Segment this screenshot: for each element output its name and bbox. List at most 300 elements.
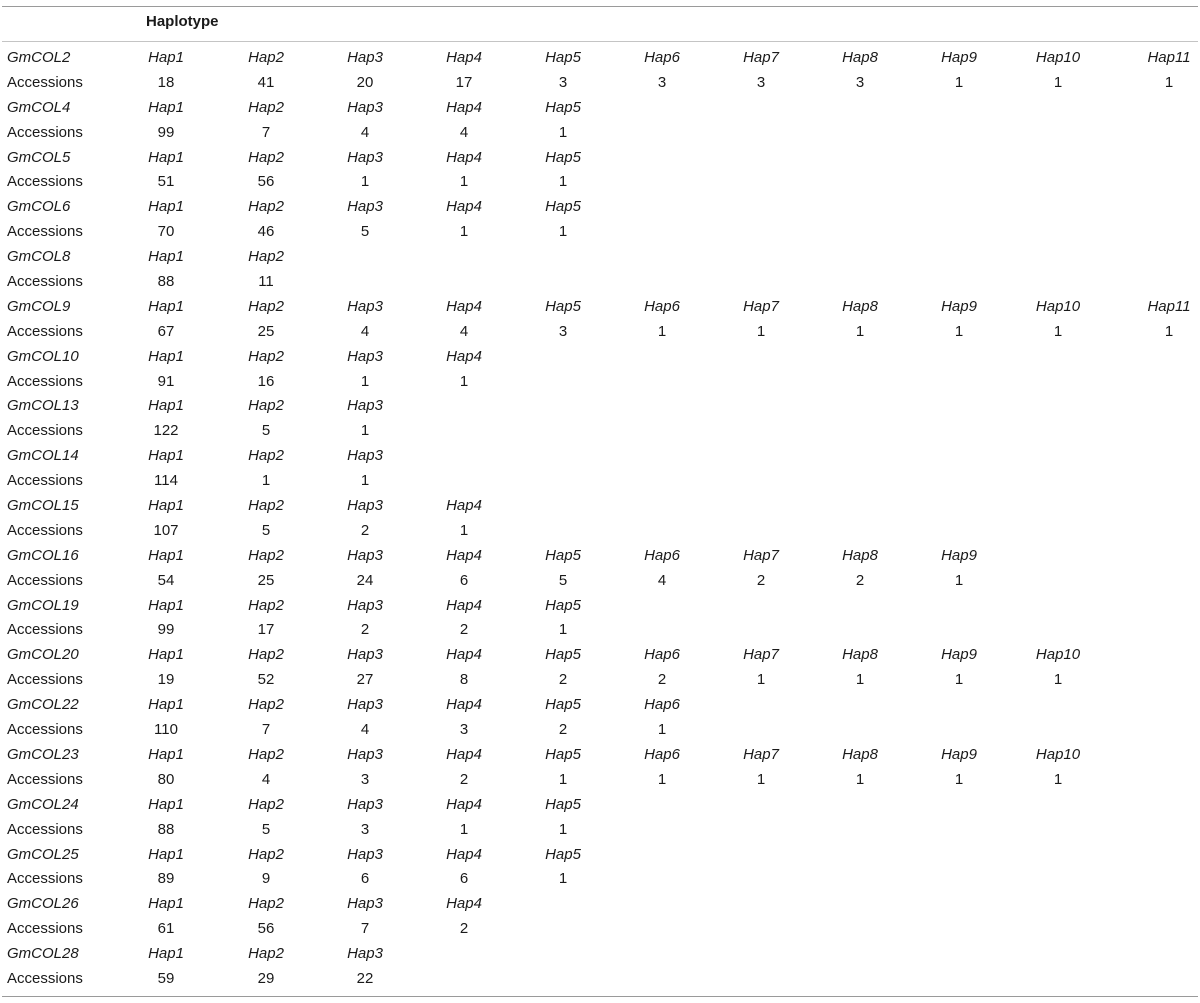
accessions-label: Accessions — [7, 372, 83, 390]
accessions-row — [2, 867, 1198, 892]
accessions-row — [2, 320, 1198, 345]
accessions-row — [2, 370, 1198, 395]
haplotype-cell: Hap6 — [644, 696, 680, 714]
accessions-label: Accessions — [7, 223, 83, 241]
haplotype-cell: Hap3 — [347, 397, 383, 415]
gene-row — [2, 195, 1198, 220]
accession-count-cell: 1 — [459, 521, 469, 539]
haplotype-cell: Hap1 — [148, 248, 184, 266]
accession-count-cell: 1 — [558, 173, 568, 191]
accession-count-cell: 61 — [157, 920, 175, 938]
haplotype-cell: Hap3 — [347, 895, 383, 913]
haplotype-cell: Hap4 — [446, 98, 482, 116]
haplotype-cell: Hap6 — [644, 49, 680, 66]
haplotype-cell: Hap3 — [347, 696, 383, 714]
accession-count-cell: 3 — [558, 73, 568, 91]
accession-count-cell: 2 — [558, 721, 568, 739]
gene-name: GmCOL4 — [7, 98, 71, 116]
accession-count-cell: 7 — [360, 920, 370, 938]
accession-count-cell: 1 — [459, 820, 469, 838]
gene-name: GmCOL28 — [7, 945, 79, 963]
gene-row — [2, 693, 1198, 718]
accession-count-cell: 1 — [558, 820, 568, 838]
accession-count-cell: 1 — [360, 422, 370, 440]
haplotype-cell: Hap10 — [1035, 297, 1081, 315]
gene-row — [2, 295, 1198, 320]
accessions-row — [2, 569, 1198, 594]
haplotype-cell: Hap2 — [248, 198, 284, 216]
haplotype-cell: Hap3 — [347, 845, 383, 863]
accessions-label: Accessions — [7, 721, 83, 739]
accessions-label: Accessions — [7, 173, 83, 191]
accessions-row — [2, 668, 1198, 693]
haplotype-cell: Hap9 — [941, 49, 977, 66]
gene-name: GmCOL22 — [7, 696, 79, 714]
accession-count-cell: 41 — [257, 73, 275, 91]
haplotype-cell: Hap2 — [248, 945, 284, 963]
accession-count-cell: 1 — [459, 173, 469, 191]
gene-name: GmCOL5 — [7, 148, 71, 166]
haplotype-cell: Hap3 — [347, 98, 383, 116]
gene-row — [2, 793, 1198, 818]
gene-name: GmCOL14 — [7, 447, 79, 465]
accession-count-cell: 1 — [360, 372, 370, 390]
gene-row — [2, 544, 1198, 569]
accession-count-cell: 2 — [657, 671, 667, 689]
haplotype-cell: Hap8 — [842, 546, 878, 564]
haplotype-cell: Hap1 — [148, 497, 184, 515]
gene-name: GmCOL8 — [7, 248, 71, 266]
accession-count-cell: 4 — [459, 322, 469, 340]
accession-count-cell: 5 — [261, 820, 271, 838]
gene-name: GmCOL9 — [7, 297, 71, 315]
accessions-row — [2, 718, 1198, 743]
accession-count-cell: 16 — [257, 372, 275, 390]
haplotype-cell: Hap1 — [148, 945, 184, 963]
haplotype-cell: Hap5 — [545, 546, 581, 564]
haplotype-cell: Hap4 — [446, 646, 482, 664]
accessions-row — [2, 768, 1198, 793]
accession-count-cell: 1 — [459, 372, 469, 390]
accession-count-cell: 1 — [756, 671, 766, 689]
accession-count-cell: 3 — [756, 73, 766, 91]
accessions-label: Accessions — [7, 322, 83, 340]
accessions-label: Accessions — [7, 870, 83, 888]
haplotype-cell: Hap2 — [248, 347, 284, 365]
accession-count-cell: 5 — [360, 223, 370, 241]
haplotype-cell: Hap3 — [347, 646, 383, 664]
gene-row — [2, 743, 1198, 768]
haplotype-cell: Hap5 — [545, 596, 581, 614]
accession-count-cell: 5 — [558, 571, 568, 589]
haplotype-cell: Hap8 — [842, 49, 878, 66]
haplotype-cell: Hap2 — [248, 696, 284, 714]
haplotype-cell: Hap11 — [1147, 297, 1191, 315]
accession-count-cell: 1 — [954, 770, 964, 788]
gene-row — [2, 245, 1198, 270]
accession-count-cell: 2 — [756, 571, 766, 589]
haplotype-cell: Hap3 — [347, 945, 383, 963]
haplotype-cell: Hap1 — [148, 347, 184, 365]
accession-count-cell: 1 — [558, 870, 568, 888]
accession-count-cell: 56 — [257, 173, 275, 191]
accessions-label: Accessions — [7, 73, 83, 91]
haplotype-cell: Hap1 — [148, 98, 184, 116]
haplotype-cell: Hap2 — [248, 795, 284, 813]
haplotype-cell: Hap8 — [842, 646, 878, 664]
accession-count-cell: 1 — [954, 571, 964, 589]
haplotype-cell: Hap4 — [446, 696, 482, 714]
haplotype-cell: Hap2 — [248, 745, 284, 763]
haplotype-cell: Hap9 — [941, 745, 977, 763]
accession-count-cell: 1 — [558, 223, 568, 241]
haplotype-cell: Hap4 — [446, 895, 482, 913]
accession-count-cell: 4 — [657, 571, 667, 589]
accessions-label: Accessions — [7, 472, 83, 490]
haplotype-cell: Hap1 — [148, 49, 184, 66]
accession-count-cell: 9 — [261, 870, 271, 888]
accessions-label: Accessions — [7, 969, 83, 987]
haplotype-cell: Hap1 — [148, 198, 184, 216]
haplotype-cell: Hap7 — [743, 646, 779, 664]
haplotype-cell: Hap2 — [248, 397, 284, 415]
haplotype-cell: Hap1 — [148, 745, 184, 763]
accession-count-cell: 1 — [756, 770, 766, 788]
haplotype-cell: Hap7 — [743, 297, 779, 315]
haplotype-cell: Hap5 — [545, 845, 581, 863]
accession-count-cell: 1 — [756, 322, 766, 340]
gene-name: GmCOL20 — [7, 646, 79, 664]
accession-count-cell: 67 — [157, 322, 175, 340]
haplotype-cell: Hap11 — [1147, 49, 1191, 66]
haplotype-cell: Hap3 — [347, 447, 383, 465]
accession-count-cell: 17 — [257, 621, 275, 639]
haplotype-cell: Hap1 — [148, 546, 184, 564]
haplotype-cell: Hap6 — [644, 546, 680, 564]
haplotype-cell: Hap5 — [545, 745, 581, 763]
haplotype-cell: Hap3 — [347, 497, 383, 515]
gene-row — [2, 643, 1198, 668]
accession-count-cell: 7 — [261, 721, 271, 739]
accession-count-cell: 1 — [1053, 73, 1063, 91]
haplotype-cell: Hap4 — [446, 745, 482, 763]
accession-count-cell: 1 — [855, 322, 865, 340]
accession-count-cell: 3 — [360, 770, 370, 788]
haplotype-cell: Hap8 — [842, 297, 878, 315]
haplotype-cell: Hap6 — [644, 745, 680, 763]
gene-name: GmCOL26 — [7, 895, 79, 913]
accession-count-cell: 5 — [261, 422, 271, 440]
accession-count-cell: 70 — [157, 223, 175, 241]
accession-count-cell: 19 — [157, 671, 175, 689]
accession-count-cell: 4 — [261, 770, 271, 788]
accession-count-cell: 1 — [954, 73, 964, 91]
accessions-row — [2, 967, 1198, 992]
haplotype-cell: Hap9 — [941, 646, 977, 664]
accession-count-cell: 6 — [459, 870, 469, 888]
accession-count-cell: 4 — [459, 123, 469, 141]
haplotype-cell: Hap2 — [248, 546, 284, 564]
gene-name: GmCOL16 — [7, 546, 79, 564]
accession-count-cell: 27 — [356, 671, 374, 689]
accessions-label: Accessions — [7, 571, 83, 589]
accession-count-cell: 6 — [360, 870, 370, 888]
header-haplotype-label: Haplotype — [146, 13, 219, 30]
gene-row — [2, 942, 1198, 967]
haplotype-cell: Hap9 — [941, 546, 977, 564]
haplotype-cell: Hap5 — [545, 646, 581, 664]
accessions-label: Accessions — [7, 521, 83, 539]
haplotype-cell: Hap4 — [446, 198, 482, 216]
accession-count-cell: 4 — [360, 123, 370, 141]
table-top-rule — [2, 6, 1198, 7]
accession-count-cell: 22 — [356, 969, 374, 987]
gene-row — [2, 96, 1198, 121]
accession-count-cell: 88 — [157, 820, 175, 838]
haplotype-cell: Hap1 — [148, 646, 184, 664]
haplotype-cell: Hap1 — [148, 795, 184, 813]
accession-count-cell: 1 — [261, 472, 271, 490]
accession-count-cell: 24 — [356, 571, 374, 589]
haplotype-cell: Hap4 — [446, 49, 482, 66]
accession-count-cell: 17 — [455, 73, 473, 91]
accession-count-cell: 107 — [153, 521, 179, 539]
accessions-label: Accessions — [7, 820, 83, 838]
haplotype-cell: Hap1 — [148, 895, 184, 913]
haplotype-cell: Hap4 — [446, 347, 482, 365]
gene-name: GmCOL6 — [7, 198, 71, 216]
accession-count-cell: 59 — [157, 969, 175, 987]
accession-count-cell: 1 — [558, 621, 568, 639]
accession-count-cell: 4 — [360, 322, 370, 340]
gene-name: GmCOL23 — [7, 745, 79, 763]
haplotype-cell: Hap4 — [446, 795, 482, 813]
gene-name: GmCOL2 — [7, 49, 71, 66]
accessions-row — [2, 618, 1198, 643]
gene-row — [2, 494, 1198, 519]
haplotype-cell: Hap3 — [347, 795, 383, 813]
haplotype-cell: Hap5 — [545, 297, 581, 315]
table-body — [2, 46, 1198, 992]
accessions-label: Accessions — [7, 770, 83, 788]
accession-count-cell: 1 — [954, 671, 964, 689]
gene-name: GmCOL24 — [7, 795, 79, 813]
accessions-row — [2, 519, 1198, 544]
accession-count-cell: 2 — [459, 920, 469, 938]
haplotype-cell: Hap5 — [545, 696, 581, 714]
accession-count-cell: 11 — [258, 273, 274, 291]
haplotype-cell: Hap4 — [446, 297, 482, 315]
accessions-row — [2, 917, 1198, 942]
accession-count-cell: 1 — [1164, 73, 1174, 91]
accession-count-cell: 91 — [157, 372, 175, 390]
haplotype-cell: Hap1 — [148, 447, 184, 465]
gene-row — [2, 146, 1198, 171]
haplotype-cell: Hap2 — [248, 845, 284, 863]
gene-row — [2, 892, 1198, 917]
accession-count-cell: 52 — [257, 671, 275, 689]
haplotype-cell: Hap1 — [148, 297, 184, 315]
accession-count-cell: 8 — [459, 671, 469, 689]
haplotype-cell: Hap7 — [743, 49, 779, 66]
accession-count-cell: 1 — [954, 322, 964, 340]
accession-count-cell: 1 — [855, 770, 865, 788]
haplotype-cell: Hap1 — [148, 696, 184, 714]
haplotype-cell: Hap1 — [148, 397, 184, 415]
accession-count-cell: 25 — [257, 322, 275, 340]
accessions-label: Accessions — [7, 920, 83, 938]
accession-count-cell: 1 — [657, 721, 667, 739]
accession-count-cell: 6 — [459, 571, 469, 589]
haplotype-cell: Hap2 — [248, 646, 284, 664]
accession-count-cell: 1 — [1053, 770, 1063, 788]
accession-count-cell: 1 — [1053, 671, 1063, 689]
haplotype-cell: Hap4 — [446, 845, 482, 863]
haplotype-cell: Hap3 — [347, 297, 383, 315]
haplotype-cell: Hap9 — [941, 297, 977, 315]
accession-count-cell: 51 — [157, 173, 175, 191]
haplotype-cell: Hap2 — [248, 497, 284, 515]
haplotype-cell: Hap4 — [446, 148, 482, 166]
accession-count-cell: 1 — [558, 770, 568, 788]
accessions-row — [2, 170, 1198, 195]
haplotype-cell: Hap2 — [248, 148, 284, 166]
accession-count-cell: 110 — [154, 721, 178, 739]
haplotype-cell: Hap2 — [248, 447, 284, 465]
accession-count-cell: 3 — [558, 322, 568, 340]
haplotype-cell: Hap2 — [248, 297, 284, 315]
accessions-label: Accessions — [7, 123, 83, 141]
accessions-row — [2, 71, 1198, 96]
accession-count-cell: 1 — [855, 671, 865, 689]
gene-name: GmCOL10 — [7, 347, 79, 365]
haplotype-cell: Hap1 — [148, 148, 184, 166]
accessions-row — [2, 270, 1198, 295]
accession-count-cell: 18 — [157, 73, 175, 91]
haplotype-cell: Hap2 — [248, 248, 284, 266]
gene-row — [2, 46, 1198, 71]
accession-count-cell: 54 — [157, 571, 175, 589]
haplotype-cell: Hap10 — [1035, 745, 1081, 763]
accession-count-cell: 3 — [855, 73, 865, 91]
accession-count-cell: 4 — [360, 721, 370, 739]
haplotype-cell: Hap1 — [148, 845, 184, 863]
table-bottom-rule — [2, 996, 1198, 997]
accession-count-cell: 2 — [459, 770, 469, 788]
accessions-label: Accessions — [7, 621, 83, 639]
haplotype-cell: Hap2 — [248, 49, 284, 66]
haplotype-cell: Hap6 — [644, 646, 680, 664]
header-divider-rule — [2, 41, 1198, 42]
gene-row — [2, 345, 1198, 370]
accessions-row — [2, 121, 1198, 146]
accession-count-cell: 1 — [360, 472, 370, 490]
accession-count-cell: 99 — [157, 123, 175, 141]
gene-name: GmCOL25 — [7, 845, 79, 863]
gene-name: GmCOL15 — [7, 497, 79, 515]
gene-row — [2, 594, 1198, 619]
accession-count-cell: 1 — [1164, 322, 1174, 340]
haplotype-cell: Hap2 — [248, 895, 284, 913]
accession-count-cell: 5 — [261, 521, 271, 539]
accession-count-cell: 29 — [257, 969, 275, 987]
haplotype-cell: Hap2 — [248, 98, 284, 116]
accession-count-cell: 56 — [257, 920, 275, 938]
haplotype-cell: Hap3 — [347, 745, 383, 763]
gene-name: GmCOL19 — [7, 596, 79, 614]
accession-count-cell: 3 — [360, 820, 370, 838]
haplotype-cell: Hap3 — [347, 198, 383, 216]
accession-count-cell: 1 — [657, 322, 667, 340]
accessions-row — [2, 818, 1198, 843]
accession-count-cell: 20 — [356, 73, 374, 91]
accessions-row — [2, 419, 1198, 444]
haplotype-cell: Hap3 — [347, 596, 383, 614]
accession-count-cell: 122 — [153, 422, 179, 440]
haplotype-cell: Hap3 — [347, 546, 383, 564]
haplotype-cell: Hap4 — [446, 546, 482, 564]
haplotype-cell: Hap8 — [842, 745, 878, 763]
haplotype-cell: Hap10 — [1035, 49, 1081, 66]
accession-count-cell: 3 — [459, 721, 469, 739]
accessions-row — [2, 220, 1198, 245]
accession-count-cell: 25 — [257, 571, 275, 589]
accession-count-cell: 2 — [558, 671, 568, 689]
gene-name: GmCOL13 — [7, 397, 79, 415]
accession-count-cell: 88 — [157, 273, 175, 291]
accession-count-cell: 1 — [360, 173, 370, 191]
accession-count-cell: 7 — [261, 123, 271, 141]
haplotype-cell: Hap3 — [347, 148, 383, 166]
haplotype-cell: Hap3 — [347, 49, 383, 66]
haplotype-cell: Hap3 — [347, 347, 383, 365]
accession-count-cell: 1 — [657, 770, 667, 788]
haplotype-cell: Hap4 — [446, 497, 482, 515]
accession-count-cell: 114 — [154, 472, 178, 490]
accession-count-cell: 2 — [360, 521, 370, 539]
accession-count-cell: 2 — [360, 621, 370, 639]
haplotype-cell: Hap5 — [545, 98, 581, 116]
gene-row — [2, 843, 1198, 868]
haplotype-cell: Hap7 — [743, 745, 779, 763]
accessions-label: Accessions — [7, 671, 83, 689]
accession-count-cell: 2 — [459, 621, 469, 639]
accession-count-cell: 46 — [257, 223, 275, 241]
haplotype-cell: Hap5 — [545, 49, 581, 66]
accession-count-cell: 80 — [157, 770, 175, 788]
haplotype-cell: Hap5 — [545, 795, 581, 813]
accessions-label: Accessions — [7, 273, 83, 291]
gene-row — [2, 444, 1198, 469]
haplotype-cell: Hap6 — [644, 297, 680, 315]
gene-row — [2, 394, 1198, 419]
accession-count-cell: 1 — [459, 223, 469, 241]
haplotype-cell: Hap4 — [446, 596, 482, 614]
accession-count-cell: 89 — [157, 870, 175, 888]
haplotype-cell: Hap1 — [148, 596, 184, 614]
accession-count-cell: 2 — [855, 571, 865, 589]
accession-count-cell: 1 — [558, 123, 568, 141]
haplotype-cell: Hap5 — [545, 198, 581, 216]
accessions-row — [2, 469, 1198, 494]
haplotype-cell: Hap7 — [743, 546, 779, 564]
haplotype-cell: Hap10 — [1035, 646, 1081, 664]
accessions-label: Accessions — [7, 422, 83, 440]
haplotype-cell: Hap2 — [248, 596, 284, 614]
accession-count-cell: 1 — [1053, 322, 1063, 340]
accession-count-cell: 99 — [157, 621, 175, 639]
haplotype-cell: Hap5 — [545, 148, 581, 166]
